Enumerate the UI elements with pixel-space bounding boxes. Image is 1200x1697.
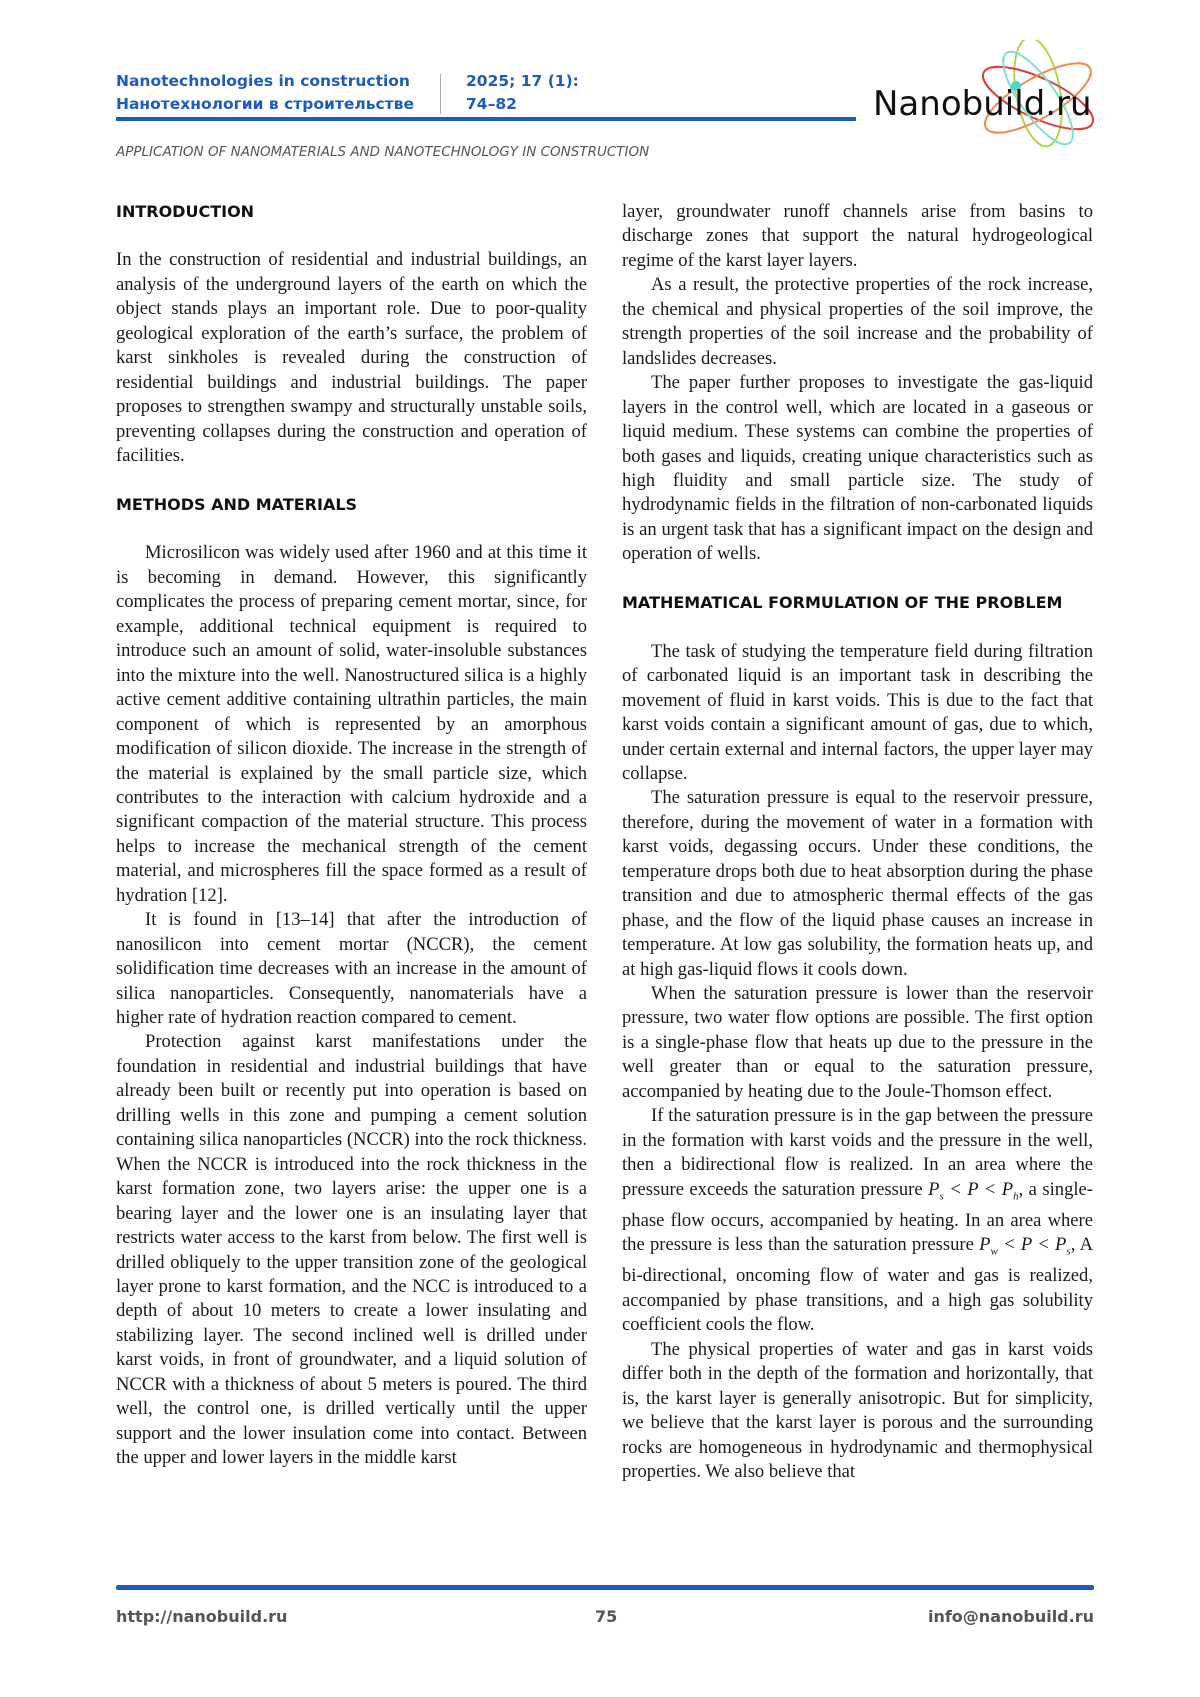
issue-info (466, 70, 579, 116)
paragraph: The paper further proposes to investigate the gas-liquid layers in the control well, which are located in a gaseous or liquid medium. These systems can combine the properties of both gases and liquids, creating unique characteristics such as high fluidity and small particle size. The study of hydrodynamic fields in the filtration of non-carbonated liquids is an urgent task that has a significant impact on the design and operation of wells. (622, 372, 1093, 565)
paragraph: It is found in [13–14] that after the introduction of nanosilicon into cement mortar (NCCR), the cement solidification time decreases with an increase in the amount of silica nanoparticles. Consequently, nanomaterials have a higher rate of hydration reaction compared to cement. (116, 909, 587, 1029)
left-column (116, 200, 587, 1471)
journal-title (116, 70, 414, 116)
header-rule (116, 117, 856, 121)
footer-url-link[interactable]: http://nanobuild.ru (116, 1607, 288, 1626)
page-range: 74–82 (466, 95, 517, 113)
formula: $P_s < P < P_h$ (928, 1178, 1019, 1203)
paragraph: If the saturation pressure is in the gap between the pressure in the formation with karst voids and the pressure in the well, then a bidirectional flow is realized. In an area where the pressure exceeds the saturation pressure $P_s < P < P_h$, a single-phase flow occurs, accompanied by heating. In an area where the pressure is less than the saturation pressure $P_w < P < P_s$, A bi-directional, oncoming flow of water and gas is realized, accompanied by phase transitions, and a high gas solubility coefficient cools the flow. (622, 1105, 1094, 1336)
page-number: 75 (595, 1607, 618, 1626)
paragraph: layer, groundwater runoff channels arise from basins to discharge zones that support the natural hydrogeological regime of the karst layer layers. (622, 201, 1093, 271)
paragraph: When the saturation pressure is lower than the reservoir pressure, two water flow options are possible. The first option is a single-phase flow that heats up due to the pressure in the well greater than or equal to the saturation pressure, accompanied by heating due to the Joule-Thomson effect. (622, 983, 1093, 1102)
journal-title-ru: Нанотехнологии в строительстве (116, 95, 414, 113)
paragraph: The physical properties of water and gas in karst voids differ both in the depth of the formation and horizontally, that is, the karst layer is generally anisotropic. But for simplicity, we believe that the karst layer is porous and the surrounding rocks are homogeneous in hydrodynamic and thermophysical properties. We also believe that (622, 1338, 1093, 1483)
footer-email-link[interactable]: info@nanobuild.ru (927, 1607, 1094, 1626)
heading-math-formulation: MATHEMATICAL FORMULATION OF THE PROBLEM (622, 593, 1063, 613)
nanobuild-logo (868, 40, 1108, 150)
formula: $P_w < P < P_s$ (979, 1234, 1071, 1258)
paragraph: In the construction of residential and industrial buildings, an analysis of the underground layers of the earth on which the object stands plays an important role. Due to poor-quality geological exploration of the earth’s surface, the problem of karst sinkholes is revealed during the construction of residential buildings and industrial buildings. The paper proposes to strengthen swampy and structurally unstable soils, preventing collapses during the construction and operation of facilities. (116, 249, 587, 467)
paragraph: Protection against karst manifestations under the foundation in residential and industrial buildings that have already been built or recently put into operation is based on drilling wells in this zone and pumping a cement solution containing silica nanoparticles (NCCR) into the rock thickness. When the NCCR is introduced into the rock thickness in the karst formation zone, two layers arise: the upper one is a bearing layer and the lower one is an insulating layer that restricts water access to the karst from below. The first well is drilled obliquely to the upper transition zone of the geological layer prone to karst formation, and the NCC is introduced to a depth of about 10 meters to create a lower insulating and stabilizing layer. The second inclined well is drilled under karst voids, in front of groundwater, and a liquid solution of NCCR with a thickness of about 5 meters is poured. The third well, the control one, is drilled vertically until the upper support and the lower insulation come into contact. Between the upper and lower layers in the middle karst (116, 1031, 587, 1469)
right-column (622, 200, 1093, 1485)
footer-rule (116, 1585, 1094, 1590)
heading-introduction: INTRODUCTION (116, 202, 255, 221)
paragraph: As a result, the protective properties of the rock increase, the chemical and physical properties of the soil improve, the strength properties of the soil increase and the probability of landslides decreases. (622, 274, 1093, 369)
paragraph: Microsilicon was widely used after 1960 and at this time it is becoming in demand. However, this significantly complicates the process of preparing cement mortar, since, for example, additional technical equipment is required to introduce such an amount of solid, water-insoluble substances into the mixture into the well. Nanostructured silica is a highly active cement additive containing ultrathin particles, the main component of which is represented by an amorphous modification of silicon dioxide. The increase in the strength of the material is explained by the small particle size, which contributes to the interaction with calcium hydroxide and a significant compaction of the material structure. This process helps to increase the mechanical strength of the cement material, and microspheres fill the space formed as a result of hydration [12]. (116, 542, 587, 906)
svg-text:Nanobuild.ru: Nanobuild.ru (873, 84, 1092, 124)
header-divider (440, 74, 441, 114)
issue-number: 2025; 17 (1): (466, 72, 579, 90)
paragraph: The saturation pressure is equal to the reservoir pressure, therefore, during the movement of water in a formation with karst voids, degassing occurs. Under these conditions, the temperature drops both due to heat absorption during the phase transition and due to atmospheric thermal effects of the gas phase, and the flow of the liquid phase causes an increase in temperature. At low gas solubility, the formation heats up, and at high gas-liquid flows it cools down. (622, 787, 1093, 980)
journal-title-en: Nanotechnologies in construction (116, 72, 410, 90)
section-label: APPLICATION OF NANOMATERIALS AND NANOTECHNOLOGY IN CONSTRUCTION (116, 144, 650, 160)
paragraph: The task of studying the temperature field during filtration of carbonated liquid is an important task in describing the movement of fluid in karst voids. This is due to the fact that karst voids contain a significant amount of gas, due to which, under certain external and internal factors, the upper layer may collapse. (622, 640, 1093, 784)
heading-methods: METHODS AND MATERIALS (116, 494, 358, 514)
